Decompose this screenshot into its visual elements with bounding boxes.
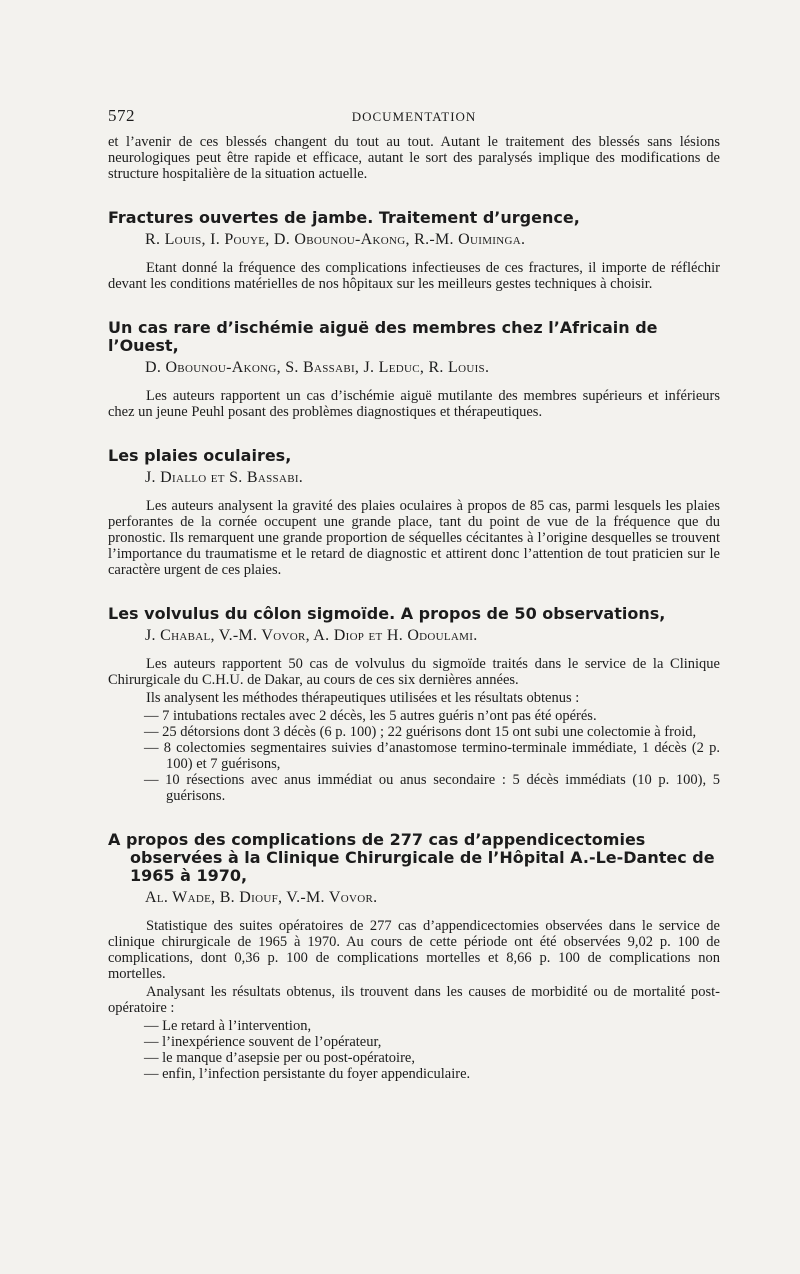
list-item: — 25 détorsions dont 3 décès (6 p. 100) ; 22 guérisons dont 15 ont subi une colectomie à froid, bbox=[144, 724, 697, 740]
running-head: DOCUMENTATION bbox=[351, 109, 477, 124]
document-page bbox=[108, 100, 720, 1082]
article-abstract: Les auteurs rapportent un cas d’ischémie aiguë mutilante des membres supérieurs et inférieurs chez un jeune Peuhl posant des problèmes diagnostiques et thérapeutiques. bbox=[108, 388, 720, 420]
intro-paragraph: et l’avenir de ces blessés changent du tout au tout. Autant le traitement des blessés sans lésions neurologiques peut être rapide et efficace, autant le sort des paralysés implique des modifications de structure hospitalière de la situation actuelle. bbox=[108, 134, 720, 182]
page-number: 572 bbox=[108, 106, 135, 125]
article-title: Fractures ouvertes de jambe. Traitement d’urgence, bbox=[108, 208, 580, 227]
list-item: — 8 colectomies segmentaires suivies d’anastomose termino-terminale immédiate, 1 décès (2 p. 100) et 7 guérisons, bbox=[144, 740, 720, 772]
list-item: — l’inexpérience souvent de l’opérateur, bbox=[144, 1034, 382, 1050]
list-item: — enfin, l’infection persistante du foyer appendiculaire. bbox=[144, 1066, 471, 1082]
article-authors: R. Louis, I. Pouye, D. Obounou-Akong, R.-M. Ouiminga. bbox=[145, 231, 526, 248]
article-authors: J. Diallo et S. Bassabi. bbox=[145, 469, 304, 486]
list-item: — Le retard à l’intervention, bbox=[144, 1018, 312, 1034]
article-abstract: Ils analysent les méthodes thérapeutiques utilisées et les résultats obtenus : bbox=[146, 690, 580, 706]
article-authors: J. Chabal, V.-M. Vovor, A. Diop et H. Odoulami. bbox=[145, 627, 478, 644]
list-item: — 10 résections avec anus immédiat ou anus secondaire : 5 décès immédiats (10 p. 100), 5 guérisons. bbox=[144, 772, 720, 804]
article-abstract: Analysant les résultats obtenus, ils trouvent dans les causes de morbidité ou de mortalité post-opératoire : bbox=[108, 984, 720, 1016]
article-authors: Al. Wade, B. Diouf, V.-M. Vovor. bbox=[145, 889, 378, 906]
article-abstract: Statistique des suites opératoires de 277 cas d’appendicectomies observées dans le service de clinique chirurgicale de 1965 à 1970. Au cours de cette période ont été observées 9,02 p. 100 de complications, dont 0,36 p. 100 de complications mortelles et 8,66 p. 100 de complications non mortelles. bbox=[108, 918, 720, 982]
causes-list bbox=[144, 1018, 720, 1082]
article-title: A propos des complications de 277 cas d’appendicectomies observées à la Clinique Chirurgicale de l’Hôpital A.-Le-Dantec de 1965 à 1970, bbox=[108, 830, 715, 885]
article-abstract: Les auteurs rapportent 50 cas de volvulus du sigmoïde traités dans le service de la Clinique Chirurgicale du C.H.U. de Dakar, au cours de ces six dernières années. bbox=[108, 656, 720, 688]
article-authors: D. Obounou-Akong, S. Bassabi, J. Leduc, R. Louis. bbox=[145, 359, 490, 376]
article-abstract: Les auteurs analysent la gravité des plaies oculaires à propos de 85 cas, parmi lesquels les plaies perforantes de la cornée occupent une grande place, tant du point de vue de la fréquence que du pronostic. Ils remarquent une grande proportion de séquelles cécitantes à l’origine desquelles se trouvent l’importance du traumatisme et le retard de diagnostic et attirent donc l’attention de tout praticien sur le caractère urgent de ces plaies. bbox=[108, 498, 720, 578]
article-title: Un cas rare d’ischémie aiguë des membres chez l’Africain de l’Ouest, bbox=[108, 318, 658, 355]
list-item: — 7 intubations rectales avec 2 décès, les 5 autres guéris n’ont pas été opérés. bbox=[144, 708, 597, 724]
list-item: — le manque d’asepsie per ou post-opératoire, bbox=[144, 1050, 415, 1066]
article-abstract: Etant donné la fréquence des complications infectieuses de ces fractures, il importe de réfléchir devant les conditions matérielles de nos hôpitaux sur les meilleurs gestes techniques à choisir. bbox=[108, 260, 720, 292]
article-title: Les volvulus du côlon sigmoïde. A propos de 50 observations, bbox=[108, 604, 666, 623]
results-list bbox=[144, 708, 720, 804]
article-title: Les plaies oculaires, bbox=[108, 446, 292, 465]
page-header bbox=[108, 100, 720, 134]
